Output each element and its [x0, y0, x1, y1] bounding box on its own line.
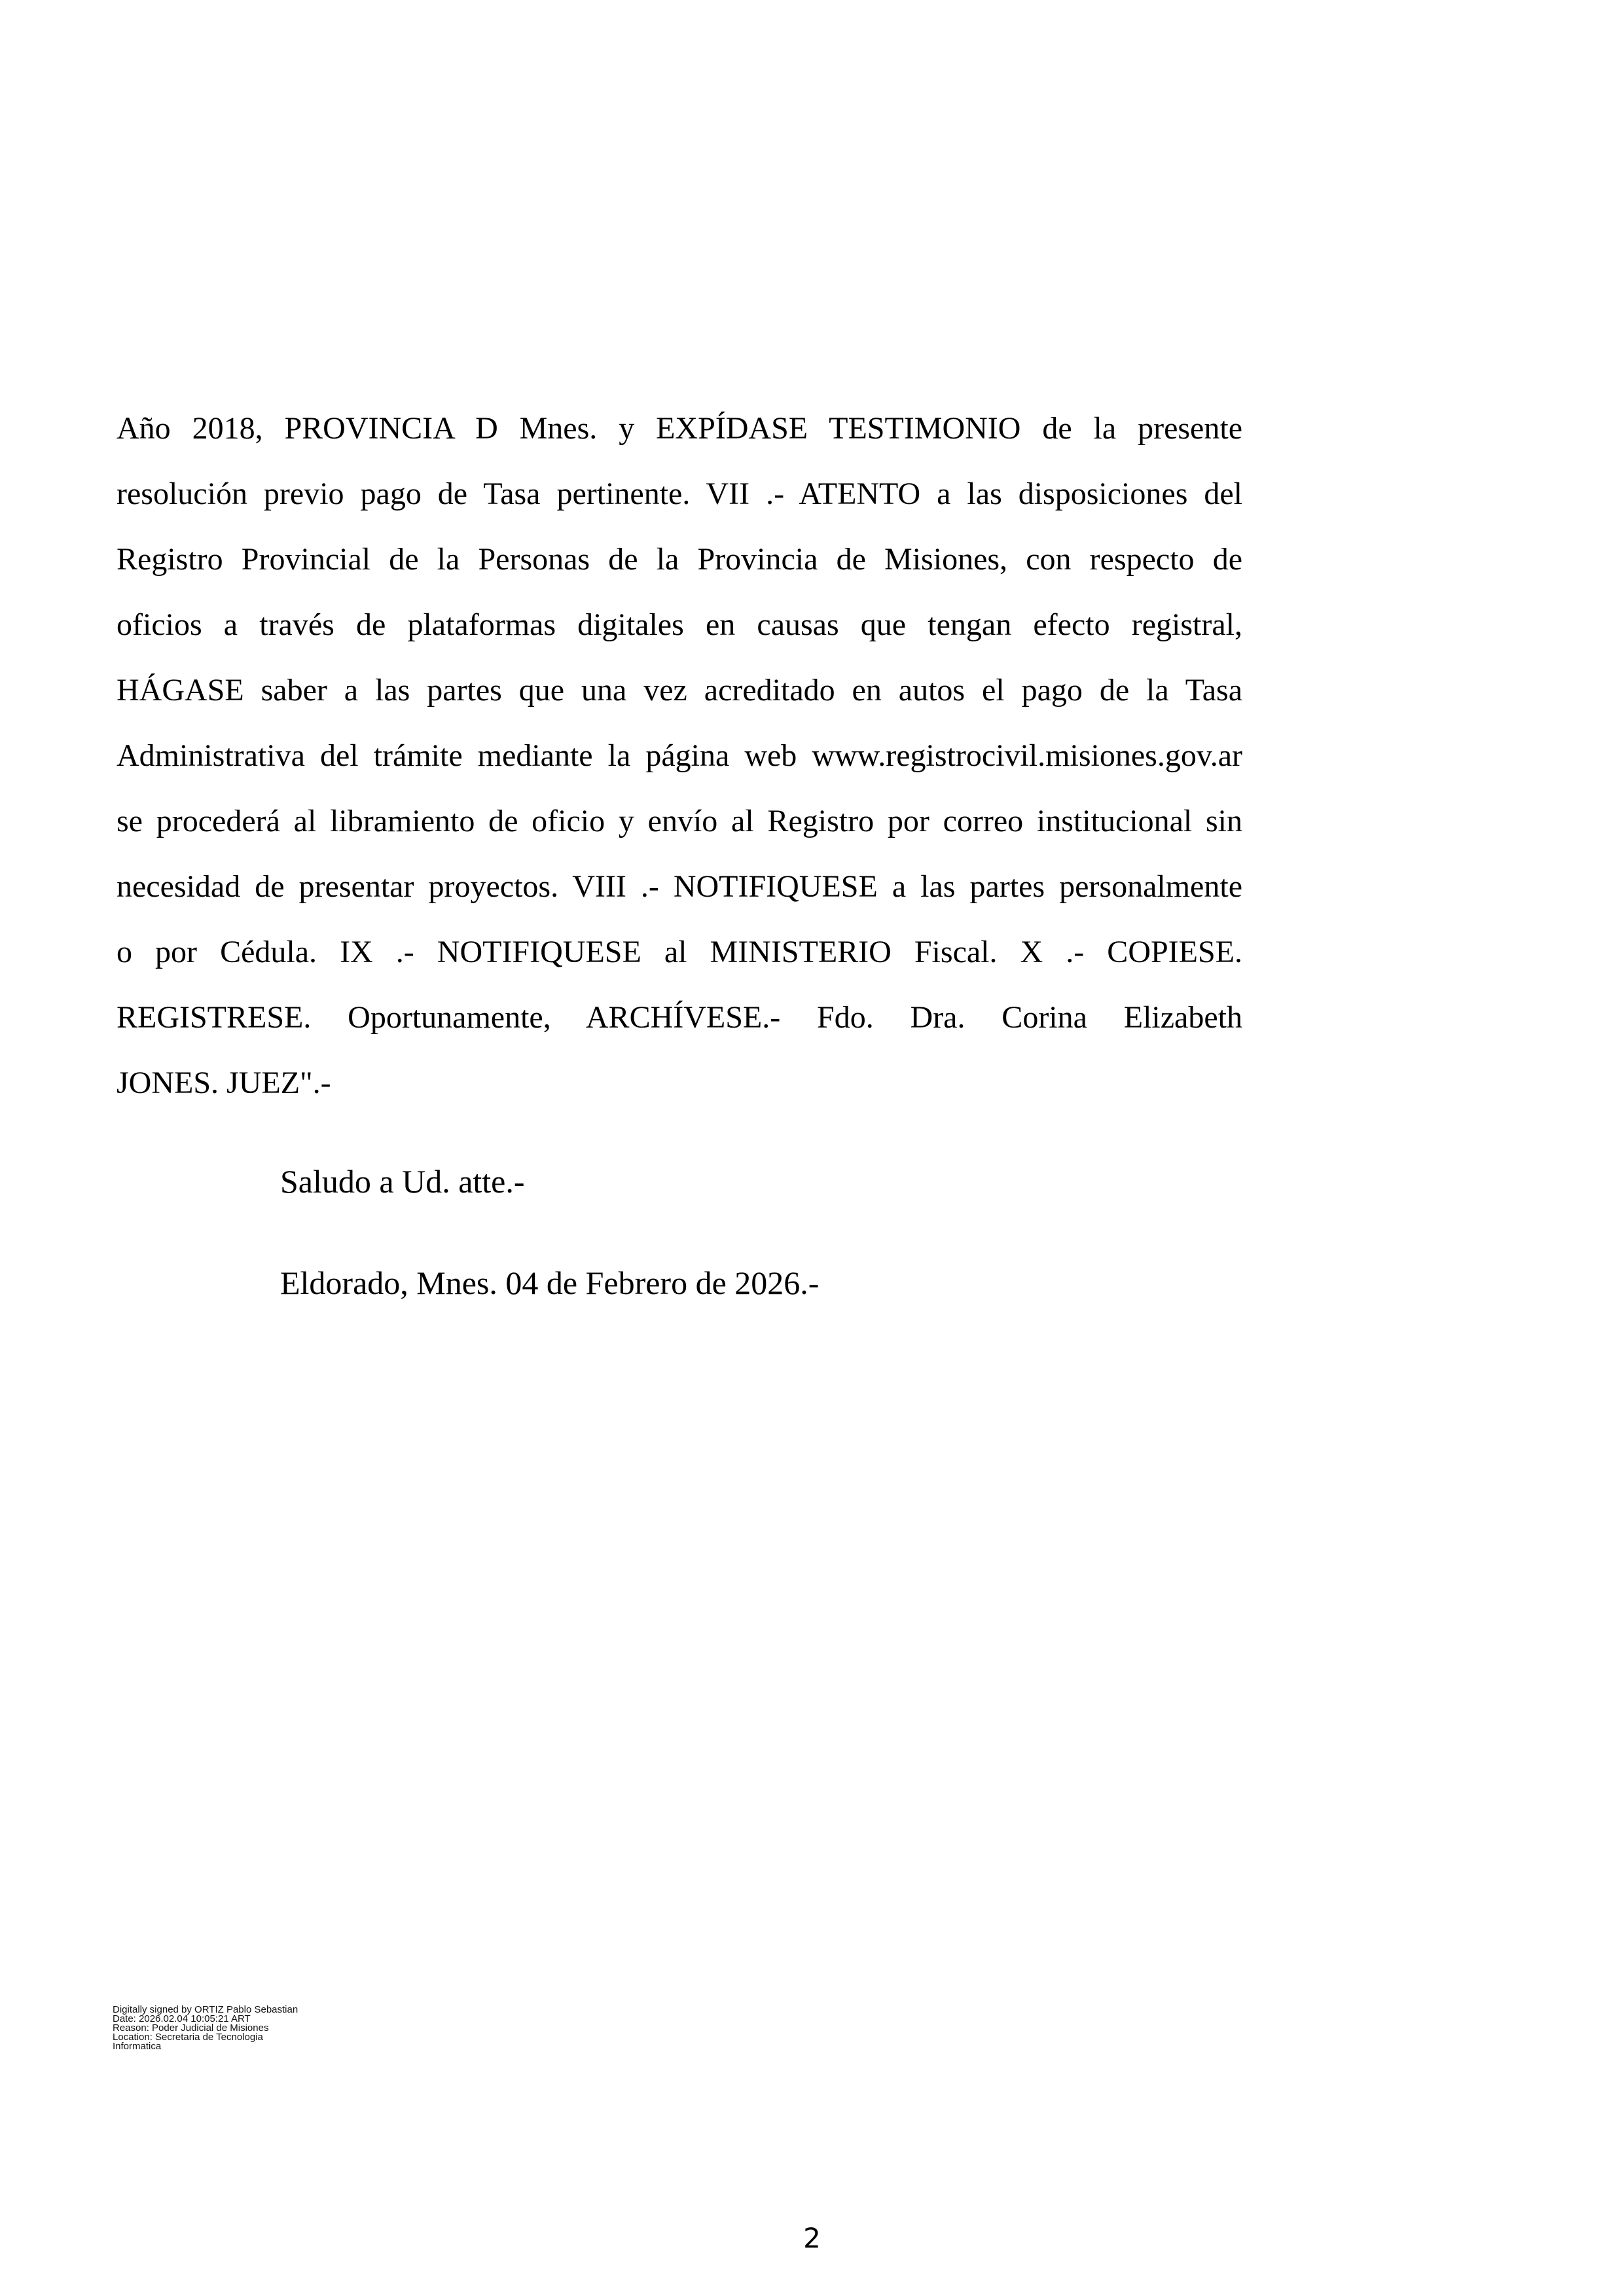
place-and-date: Eldorado, Mnes. 04 de Febrero de 2026.- — [280, 1265, 820, 1301]
body-line-7: se procederá al libramiento de oficio y envío al Registro por correo institucional sin — [117, 804, 1242, 838]
signature-location: Location: Secretaria de Tecnologia — [113, 2032, 263, 2043]
body-line-8: necesidad de presentar proyectos. VIII .- NOTIFIQUESE a las partes personalmente — [117, 869, 1242, 904]
signature-reason: Reason: Poder Judicial de Misiones — [113, 2022, 269, 2034]
body-line-1: Año 2018, PROVINCIA D Mnes. y EXPÍDASE TESTIMONIO de la presente — [117, 411, 1242, 446]
resolution-body — [117, 396, 1242, 1116]
signature-date: Date: 2026.02.04 10:05:21 ART — [113, 2013, 251, 2024]
body-line-9: o por Cédula. IX .- NOTIFIQUESE al MINISTERIO Fiscal. X .- COPIESE. — [117, 935, 1242, 969]
body-line-11: JONES. JUEZ".- — [117, 1066, 331, 1100]
closing-greeting: Saludo a Ud. atte.- — [280, 1163, 525, 1200]
body-line-3: Registro Provincial de la Personas de la Provincia de Misiones, con respecto de — [117, 542, 1242, 577]
page-number: 2 — [803, 2222, 821, 2254]
body-line-5: HÁGASE saber a las partes que una vez acreditado en autos el pago de la Tasa — [117, 673, 1242, 708]
body-line-4: oficios a través de plataformas digitales en causas que tengan efecto registral, — [117, 607, 1242, 642]
body-line-2: resolución previo pago de Tasa pertinente. VII .- ATENTO a las disposiciones del — [117, 476, 1242, 511]
body-line-10: REGISTRESE. Oportunamente, ARCHÍVESE.- Fdo. Dra. Corina Elizabeth — [117, 1000, 1242, 1035]
signature-signer: Digitally signed by ORTIZ Pablo Sebastian — [113, 2004, 298, 2015]
signature-location-cont: Informatica — [113, 2041, 162, 2052]
body-line-6: Administrativa del trámite mediante la página web www.registrocivil.misiones.gov.ar — [117, 738, 1242, 773]
digital-signature-stamp — [113, 2005, 388, 2051]
